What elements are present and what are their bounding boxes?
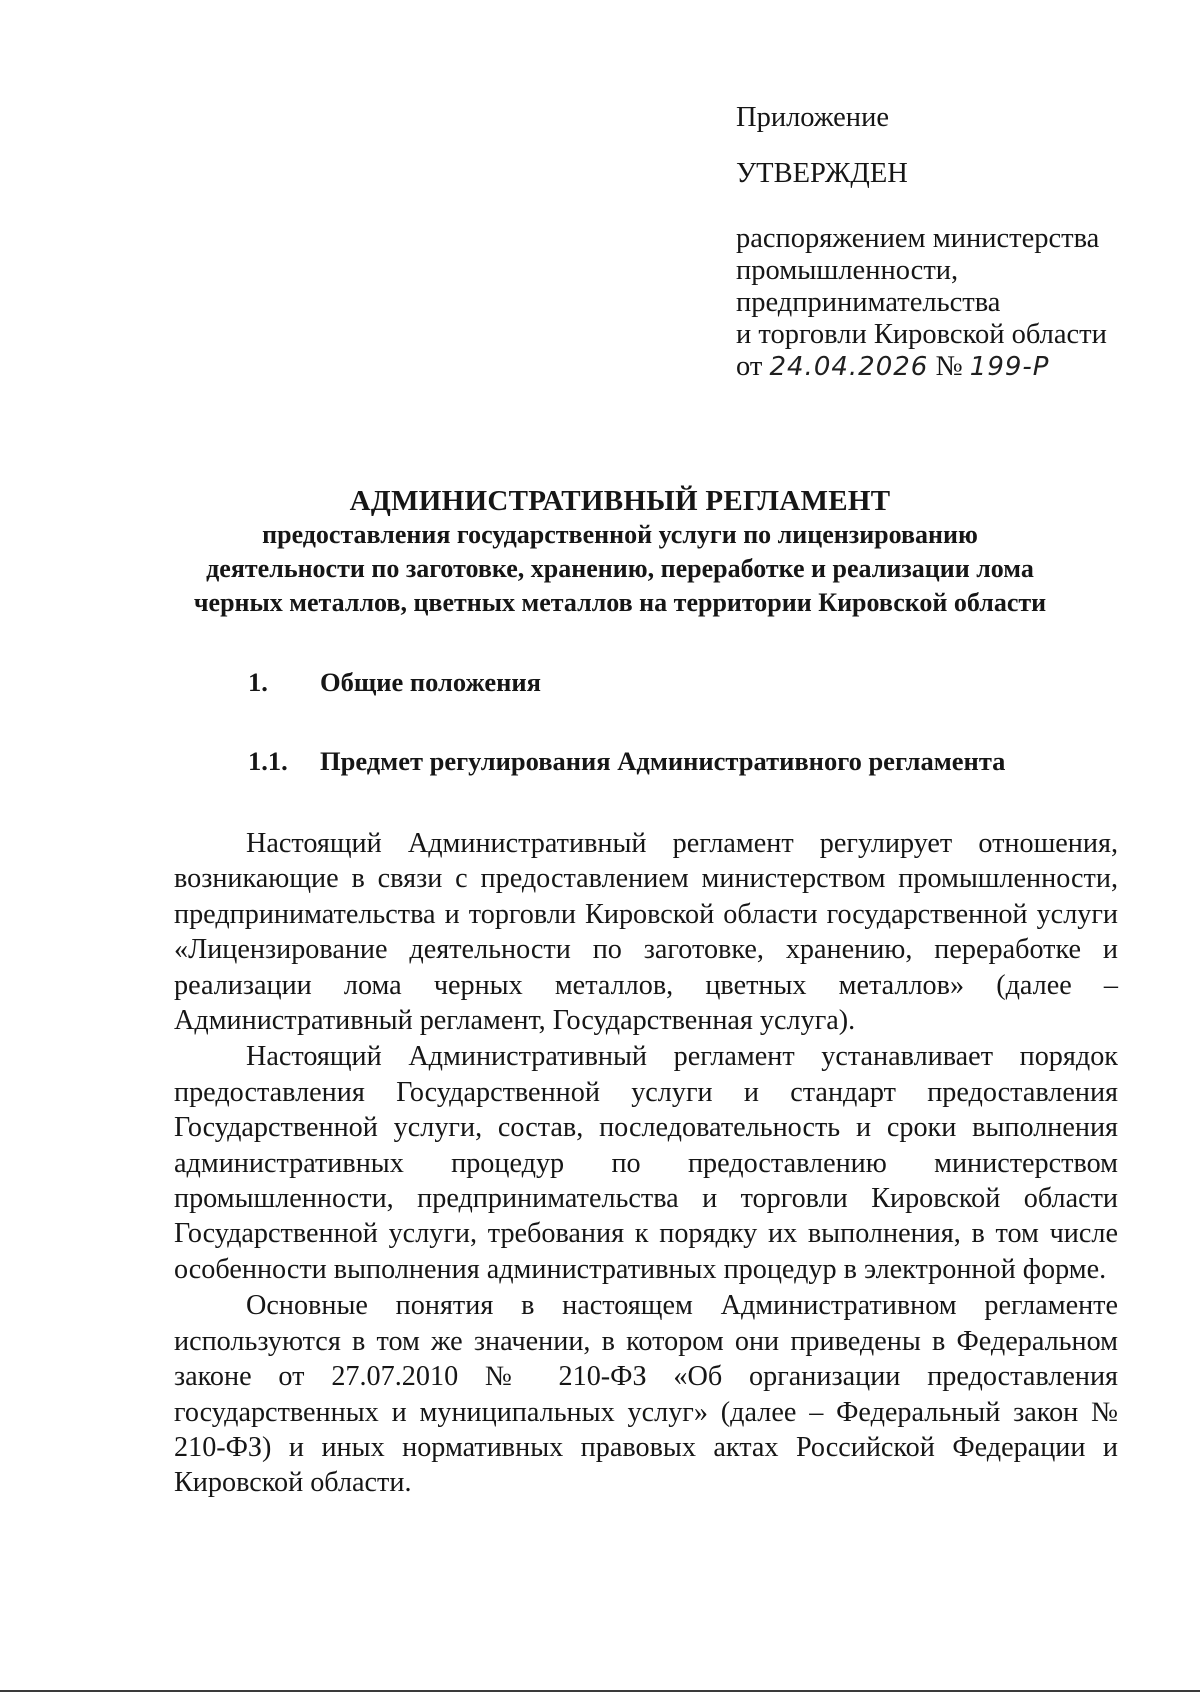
section-number: 1. xyxy=(248,667,268,697)
section-heading xyxy=(248,667,541,698)
title-subtitle-line: деятельности по заготовке, хранению, переработке и реализации лома xyxy=(206,554,1034,583)
approval-order-line: предпринимательства xyxy=(736,287,1001,318)
handwritten-date: 24.04.2026 xyxy=(769,352,929,382)
approval-order-line: и торговли Кировской области xyxy=(736,319,1107,350)
number-sign: № xyxy=(935,351,963,382)
subsection-heading xyxy=(248,746,1005,777)
section-title: Предмет регулирования Административного регламента xyxy=(320,746,1006,776)
title-subtitle-line: черных металлов, цветных металлов на территории Кировской области xyxy=(193,588,1047,617)
scan-edge-line xyxy=(0,1690,1200,1692)
section-title: Общие положения xyxy=(320,667,542,697)
paragraph: Настоящий Административный регламент регулирует отношения, возникающие в связи с предоставлением министерством промышленности, предпринимательства и торговли Кировской области государственной услуги «Лицензирование деятельности по заготовке, хранению, переработке и реализации лома черных металлов, цветных металлов» (далее – Административный регламент, Государственная услуга). xyxy=(174,828,1118,1037)
document-title xyxy=(150,484,1090,620)
body-text xyxy=(174,826,1118,1501)
paragraph: Настоящий Административный регламент устанавливает порядок предоставления Государственной услуги и стандарт предоставления Государственной услуги, состав, последовательность и сроки выполнения административных процедур по предоставлению министерством промышленности, предпринимательства и торговли Кировской области Государственной услуги, требования к порядку их выполнения, в том числе особенности выполнения административных процедур в электронной форме. xyxy=(174,1041,1118,1285)
paragraph: Основные понятия в настоящем Административном регламенте используются в том же значении, в котором они приведены в Федеральном законе от 27.07.2010 № 210-ФЗ «Об организации предоставления государственных и муниципальных услуг» (далее – Федеральный закон № 210-ФЗ) и иных нормативных правовых актах Российской Федерации и Кировской области. xyxy=(174,1290,1118,1499)
handwritten-number: 199-Р xyxy=(969,352,1050,382)
approved-label: УТВЕРЖДЕН xyxy=(736,158,908,189)
approval-block xyxy=(736,102,1176,383)
appendix-label: Приложение xyxy=(736,102,889,133)
approval-date-line xyxy=(736,351,1176,383)
approval-order-line: распоряжением министерства xyxy=(736,223,1100,254)
date-prefix: от xyxy=(736,351,763,382)
approval-order-line: промышленности, xyxy=(736,255,959,286)
section-number: 1.1. xyxy=(248,746,288,776)
title-subtitle-line: предоставления государственной услуги по лицензированию xyxy=(262,520,978,549)
title-main: АДМИНИСТРАТИВНЫЙ РЕГЛАМЕНТ xyxy=(349,485,891,517)
